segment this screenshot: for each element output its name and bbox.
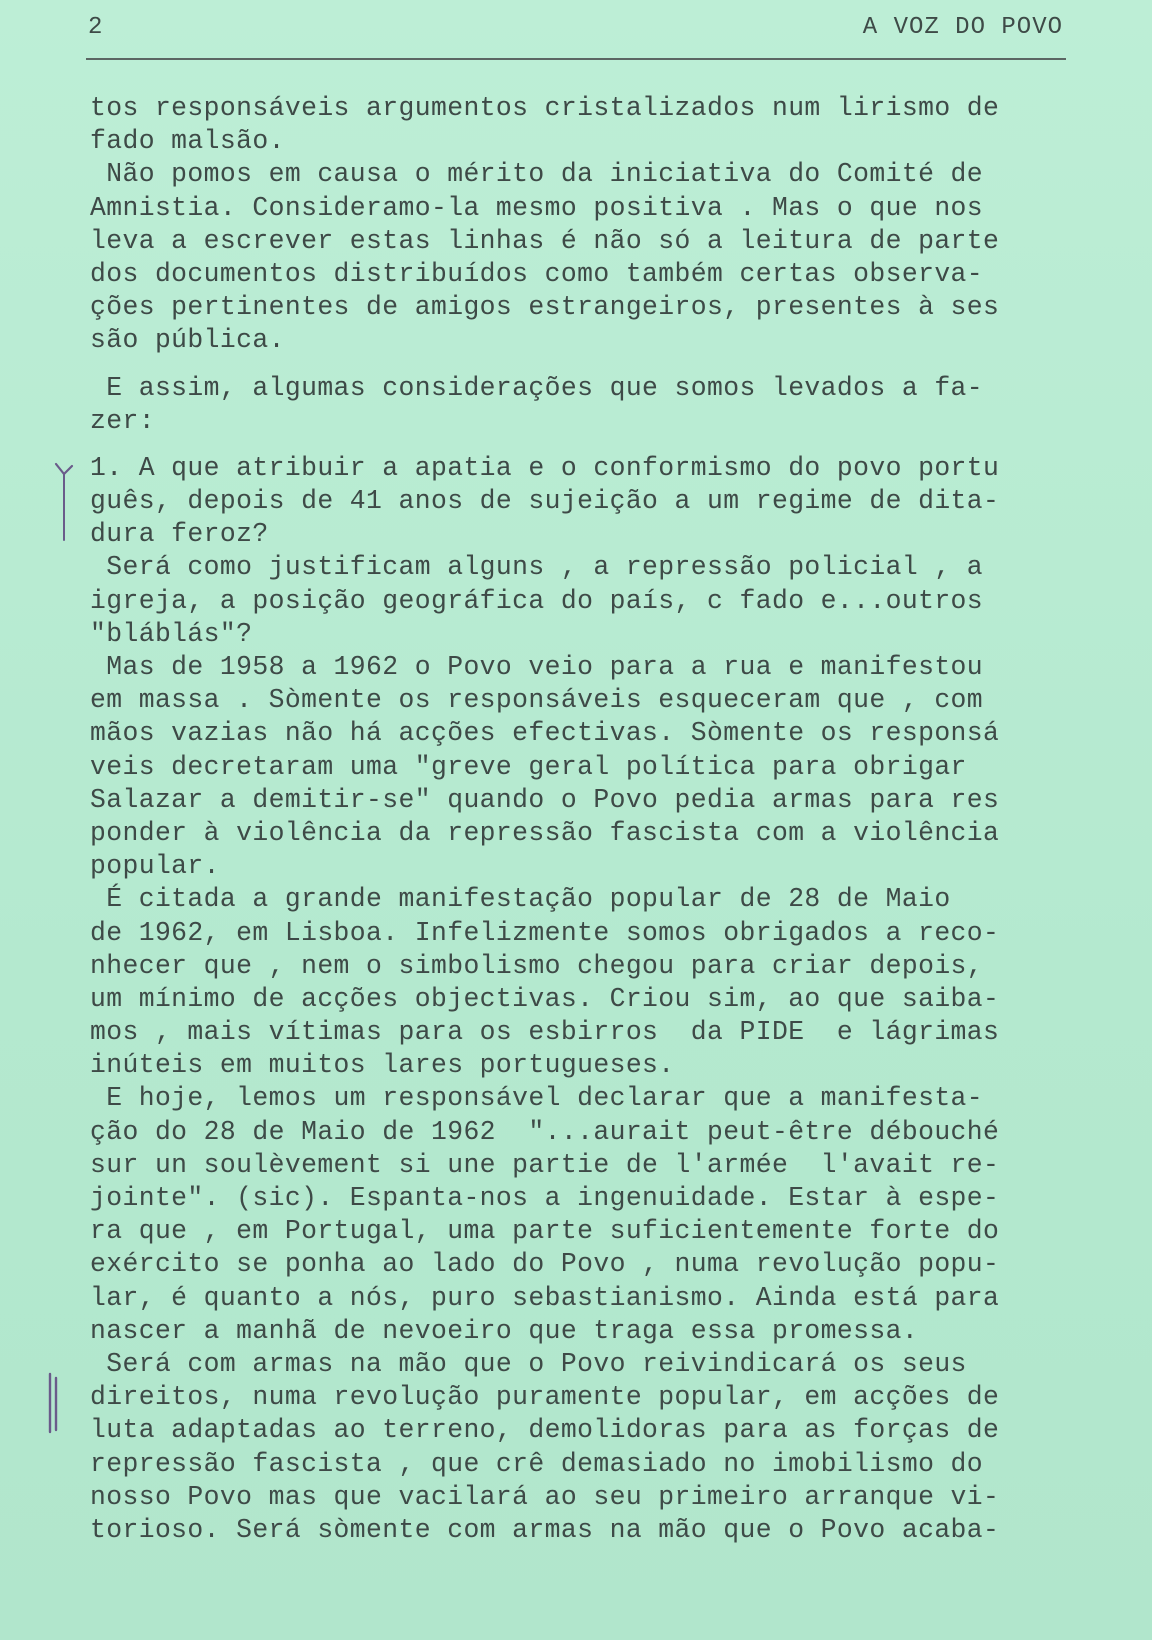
text-line: tos responsáveis argumentos cristalizados num lirismo de (90, 93, 1000, 123)
text-line: sur un soulèvement si une partie de l'armée l'avait re- (90, 1149, 1000, 1180)
text-line: igreja, a posição geográfica do país, c fado e...outros (90, 585, 984, 616)
text-line: "bláblás"? (90, 618, 253, 649)
text-line: 1. A que atribuir a apatia e o conformismo do povo portu (90, 452, 1000, 483)
paragraph-gap (90, 438, 1070, 452)
text-line: jointe". (sic). Espanta-nos a ingenuidade. Estar à espe- (90, 1183, 1000, 1213)
paragraph (90, 1348, 1070, 1547)
text-line: luta adaptadas ao terreno, demolidoras para as forças de (90, 1415, 1000, 1446)
text-line: Amnistia. Consideramo-la mesmo positiva . Mas o que nos (90, 192, 984, 223)
text-line: dura feroz? (90, 519, 269, 550)
paragraph (90, 372, 1070, 438)
text-line: ção do 28 de Maio de 1962 "...aurait peut-être débouché (90, 1116, 1000, 1147)
text-line: lar, é quanto a nós, puro sebastianismo. Ainda está para (90, 1282, 1000, 1313)
paragraph (90, 92, 1070, 158)
paragraph (90, 158, 1070, 357)
text-line: torioso. Será sòmente com armas na mão que o Povo acaba- (90, 1514, 1000, 1545)
text-line: direitos, numa revolução puramente popular, em acções de (90, 1382, 1000, 1413)
text-line: Será como justificam alguns , a repressão policial , a (90, 552, 984, 583)
handwritten-check-mark (54, 462, 84, 542)
page-number: 2 (88, 14, 104, 41)
text-line: nhecer que , nem o simbolismo chegou para criar depois, (90, 950, 984, 981)
text-line: Salazar a demitir-se" quando o Povo pedia armas para res (90, 784, 1000, 815)
publication-title: A VOZ DO POVO (862, 14, 1063, 41)
text-line: fado malsão. (90, 126, 285, 157)
paragraph (90, 1082, 1070, 1348)
text-line: exército se ponha ao lado do Povo , numa revolução popu- (90, 1249, 1000, 1280)
text-line: Será com armas na mão que o Povo reivindicará os seus (90, 1348, 967, 1379)
text-line: ções pertinentes de amigos estrangeiros, presentes à ses (90, 292, 1000, 323)
text-line: um mínimo de acções objectivas. Criou sim, ao que saiba- (90, 983, 1000, 1014)
text-line: mãos vazias não há acções efectivas. Sòmente os responsá (90, 718, 1000, 749)
text-line: mos , mais vítimas para os esbirros da PIDE e lágrimas (90, 1017, 1000, 1048)
paragraph-gap (90, 358, 1070, 372)
text-line: são pública. (90, 325, 285, 356)
text-line: E assim, algumas considerações que somos levados a fa- (90, 372, 984, 403)
text-line: nosso Povo mas que vacilará ao seu primeiro arranque vi- (90, 1481, 1000, 1512)
paragraph (90, 551, 1070, 651)
text-line: guês, depois de 41 anos de sujeição a um regime de dita- (90, 486, 1000, 517)
handwritten-margin-bars (46, 1372, 60, 1434)
paragraph (90, 651, 1070, 883)
text-line: popular. (90, 851, 220, 882)
text-line: Não pomos em causa o mérito da iniciativa do Comité de (90, 159, 984, 190)
text-line: veis decretaram uma "greve geral política para obrigar (90, 751, 967, 782)
paragraph (90, 452, 1070, 552)
text-line: E hoje, lemos um responsável declarar que a manifesta- (90, 1083, 984, 1114)
text-line: nascer a manhã de nevoeiro que traga essa promessa. (90, 1315, 919, 1346)
text-line: em massa . Sòmente os responsáveis esqueceram que , com (90, 685, 984, 716)
page-header (88, 14, 1063, 48)
text-line: de 1962, em Lisboa. Infelizmente somos obrigados a reco- (90, 917, 1000, 948)
paragraph (90, 883, 1070, 1082)
header-divider (86, 58, 1066, 60)
text-line: zer: (90, 405, 155, 436)
text-line: ponder à violência da repressão fascista com a violência (90, 817, 1000, 848)
text-line: inúteis em muitos lares portugueses. (90, 1050, 675, 1081)
text-line: Mas de 1958 a 1962 o Povo veio para a rua e manifestou (90, 652, 984, 682)
text-line: ra que , em Portugal, uma parte suficientemente forte do (90, 1216, 1000, 1247)
text-line: dos documentos distribuídos como também certas observa- (90, 258, 984, 289)
text-line: É citada a grande manifestação popular de 28 de Maio (90, 884, 951, 915)
text-line: repressão fascista , que crê demasiado no imobilismo do (90, 1448, 984, 1479)
text-line: leva a escrever estas linhas é não só a leitura de parte (90, 225, 1000, 256)
article-body (90, 92, 1070, 1547)
